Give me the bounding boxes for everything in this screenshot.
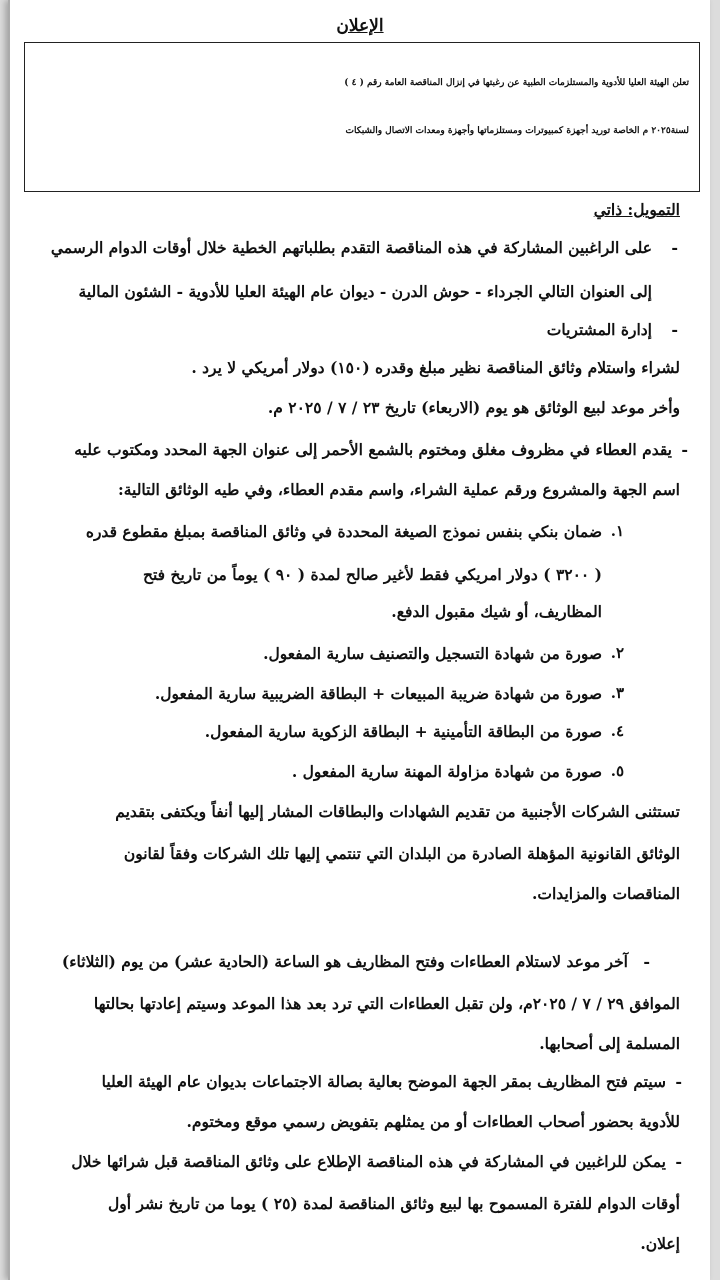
intro-line-2: لسنة٢٠٢٥ م الخاصة توريد أجهزة كمبيوترات ومستلزماتها وأجهزة ومعدات الاتصال والشبكات xyxy=(345,126,689,136)
section1-line-3: إدارة المشتريات xyxy=(546,320,652,339)
document-page xyxy=(8,0,710,1280)
doc-number: ٣. xyxy=(610,684,624,702)
bullet-dash: - xyxy=(675,1152,682,1171)
section1-line-2: إلى العنوان التالي الجرداء - حوش الدرن - ديوان عام الهيئة العليا للأدوية - الشئون المالية xyxy=(78,282,652,301)
bullet-dash: - xyxy=(681,440,688,459)
bullet-dash: - xyxy=(671,320,678,339)
section1-line-4: لشراء واستلام وثائق المناقصة نظير مبلغ وقدره (١٥٠) دولار أمريكي لا يرد . xyxy=(191,358,680,377)
section2-line-1: يقدم العطاء في مظروف مغلق ومختوم بالشمع الأحمر إلى عنوان الجهة المحدد ومكتوب عليه xyxy=(74,440,672,459)
foreign-line-3: المناقصات والمزايدات. xyxy=(531,884,680,903)
doc-2-line: صورة من شهادة التسجيل والتصنيف سارية المفعول. xyxy=(263,644,602,663)
doc-5-line: صورة من شهادة مزاولة المهنة سارية المفعول . xyxy=(291,762,602,781)
opening-line-2: للأدوية بحضور أصحاب العطاءات أو من يمثلهم بتفويض رسمي موقع ومختوم. xyxy=(186,1112,680,1131)
doc-1-line-2: ( ٣٢٠٠ ) دولار امريكي فقط لأغير صالح لمدة ( ٩٠ ) يوماً من تاريخ فتح xyxy=(143,565,602,584)
funding-label: التمويل: ذاتي xyxy=(593,200,680,219)
opening-line-1: سيتم فتح المظاريف بمقر الجهة الموضح بعالية بصالة الاجتماعات بديوان عام الهيئة العليا xyxy=(101,1072,666,1091)
deadline-line-1: آخر موعد لاستلام العطاءات وفتح المظاريف هو الساعة (الحادية عشر) من يوم (الثلاثاء) xyxy=(61,952,628,971)
intro-line-1: تعلن الهيئة العليا للأدوية والمستلزمات الطبية عن رغبتها في إنزال المناقصة العامة رقم ( ٤ ) xyxy=(344,78,689,88)
doc-3-line: صورة من شهادة ضريبة المبيعات + البطاقة الضريبية سارية المفعول. xyxy=(154,684,602,703)
review-line-3: إعلان. xyxy=(640,1234,680,1253)
section1-line-1: على الراغبين المشاركة في هذه المناقصة التقدم بطلباتهم الخطية خلال أوقات الدوام الرسمي xyxy=(50,238,652,257)
doc-4-line: صورة من البطاقة التأمينية + البطاقة الزكوية سارية المفعول. xyxy=(204,722,602,741)
section1-line-5: وأخر موعد لبيع الوثائق هو يوم (الاربعاء) تاريخ ٢٣ / ٧ / ٢٠٢٥ م. xyxy=(267,398,680,417)
bullet-dash: - xyxy=(643,952,650,971)
doc-number: ٢. xyxy=(610,644,624,662)
doc-number: ٥. xyxy=(610,762,624,780)
bullet-dash: - xyxy=(675,1072,682,1091)
deadline-line-2: الموافق ٢٩ / ٧ / ٢٠٢٥م، ولن تقبل العطاءات التي ترد بعد هذا الموعد وسيتم إعادتها بحالتها xyxy=(93,994,680,1013)
review-line-2: أوقات الدوام للفترة المسموح بها لبيع وثائق المناقصة لمدة (٢٥ ) يوما من تاريخ نشر أول xyxy=(108,1194,680,1213)
deadline-line-3: المسلمة إلى أصحابها. xyxy=(539,1034,680,1053)
foreign-line-1: تستثنى الشركات الأجنبية من تقديم الشهادات والبطاقات المشار إليها أنفاً ويكتفى بتقديم xyxy=(115,802,680,821)
doc-number: ١. xyxy=(610,522,624,540)
bullet-dash: - xyxy=(671,238,678,257)
doc-number: ٤. xyxy=(610,722,624,740)
section2-line-2: اسم الجهة والمشروع ورقم عملية الشراء، واسم مقدم العطاء، وفي طيه الوثائق التالية: xyxy=(118,480,680,499)
doc-1-line-1: ضمان بنكي بنفس نموذج الصيغة المحددة في وثائق المناقصة بمبلغ مقطوع قدره xyxy=(85,522,602,541)
page-title: الإعلان xyxy=(336,16,384,36)
review-line-1: يمكن للراغبين في المشاركة في هذه المناقصة الإطلاع على وثائق المناقصة قبل شرائها خلال xyxy=(71,1152,666,1171)
foreign-line-2: الوثائق القانونية المؤهلة الصادرة من البلدان التي تنتمي إليها تلك الشركات وفقاً لقانون xyxy=(123,844,680,863)
doc-1-line-3: المظاريف، أو شيك مقبول الدفع. xyxy=(391,602,602,621)
intro-box xyxy=(24,42,700,192)
